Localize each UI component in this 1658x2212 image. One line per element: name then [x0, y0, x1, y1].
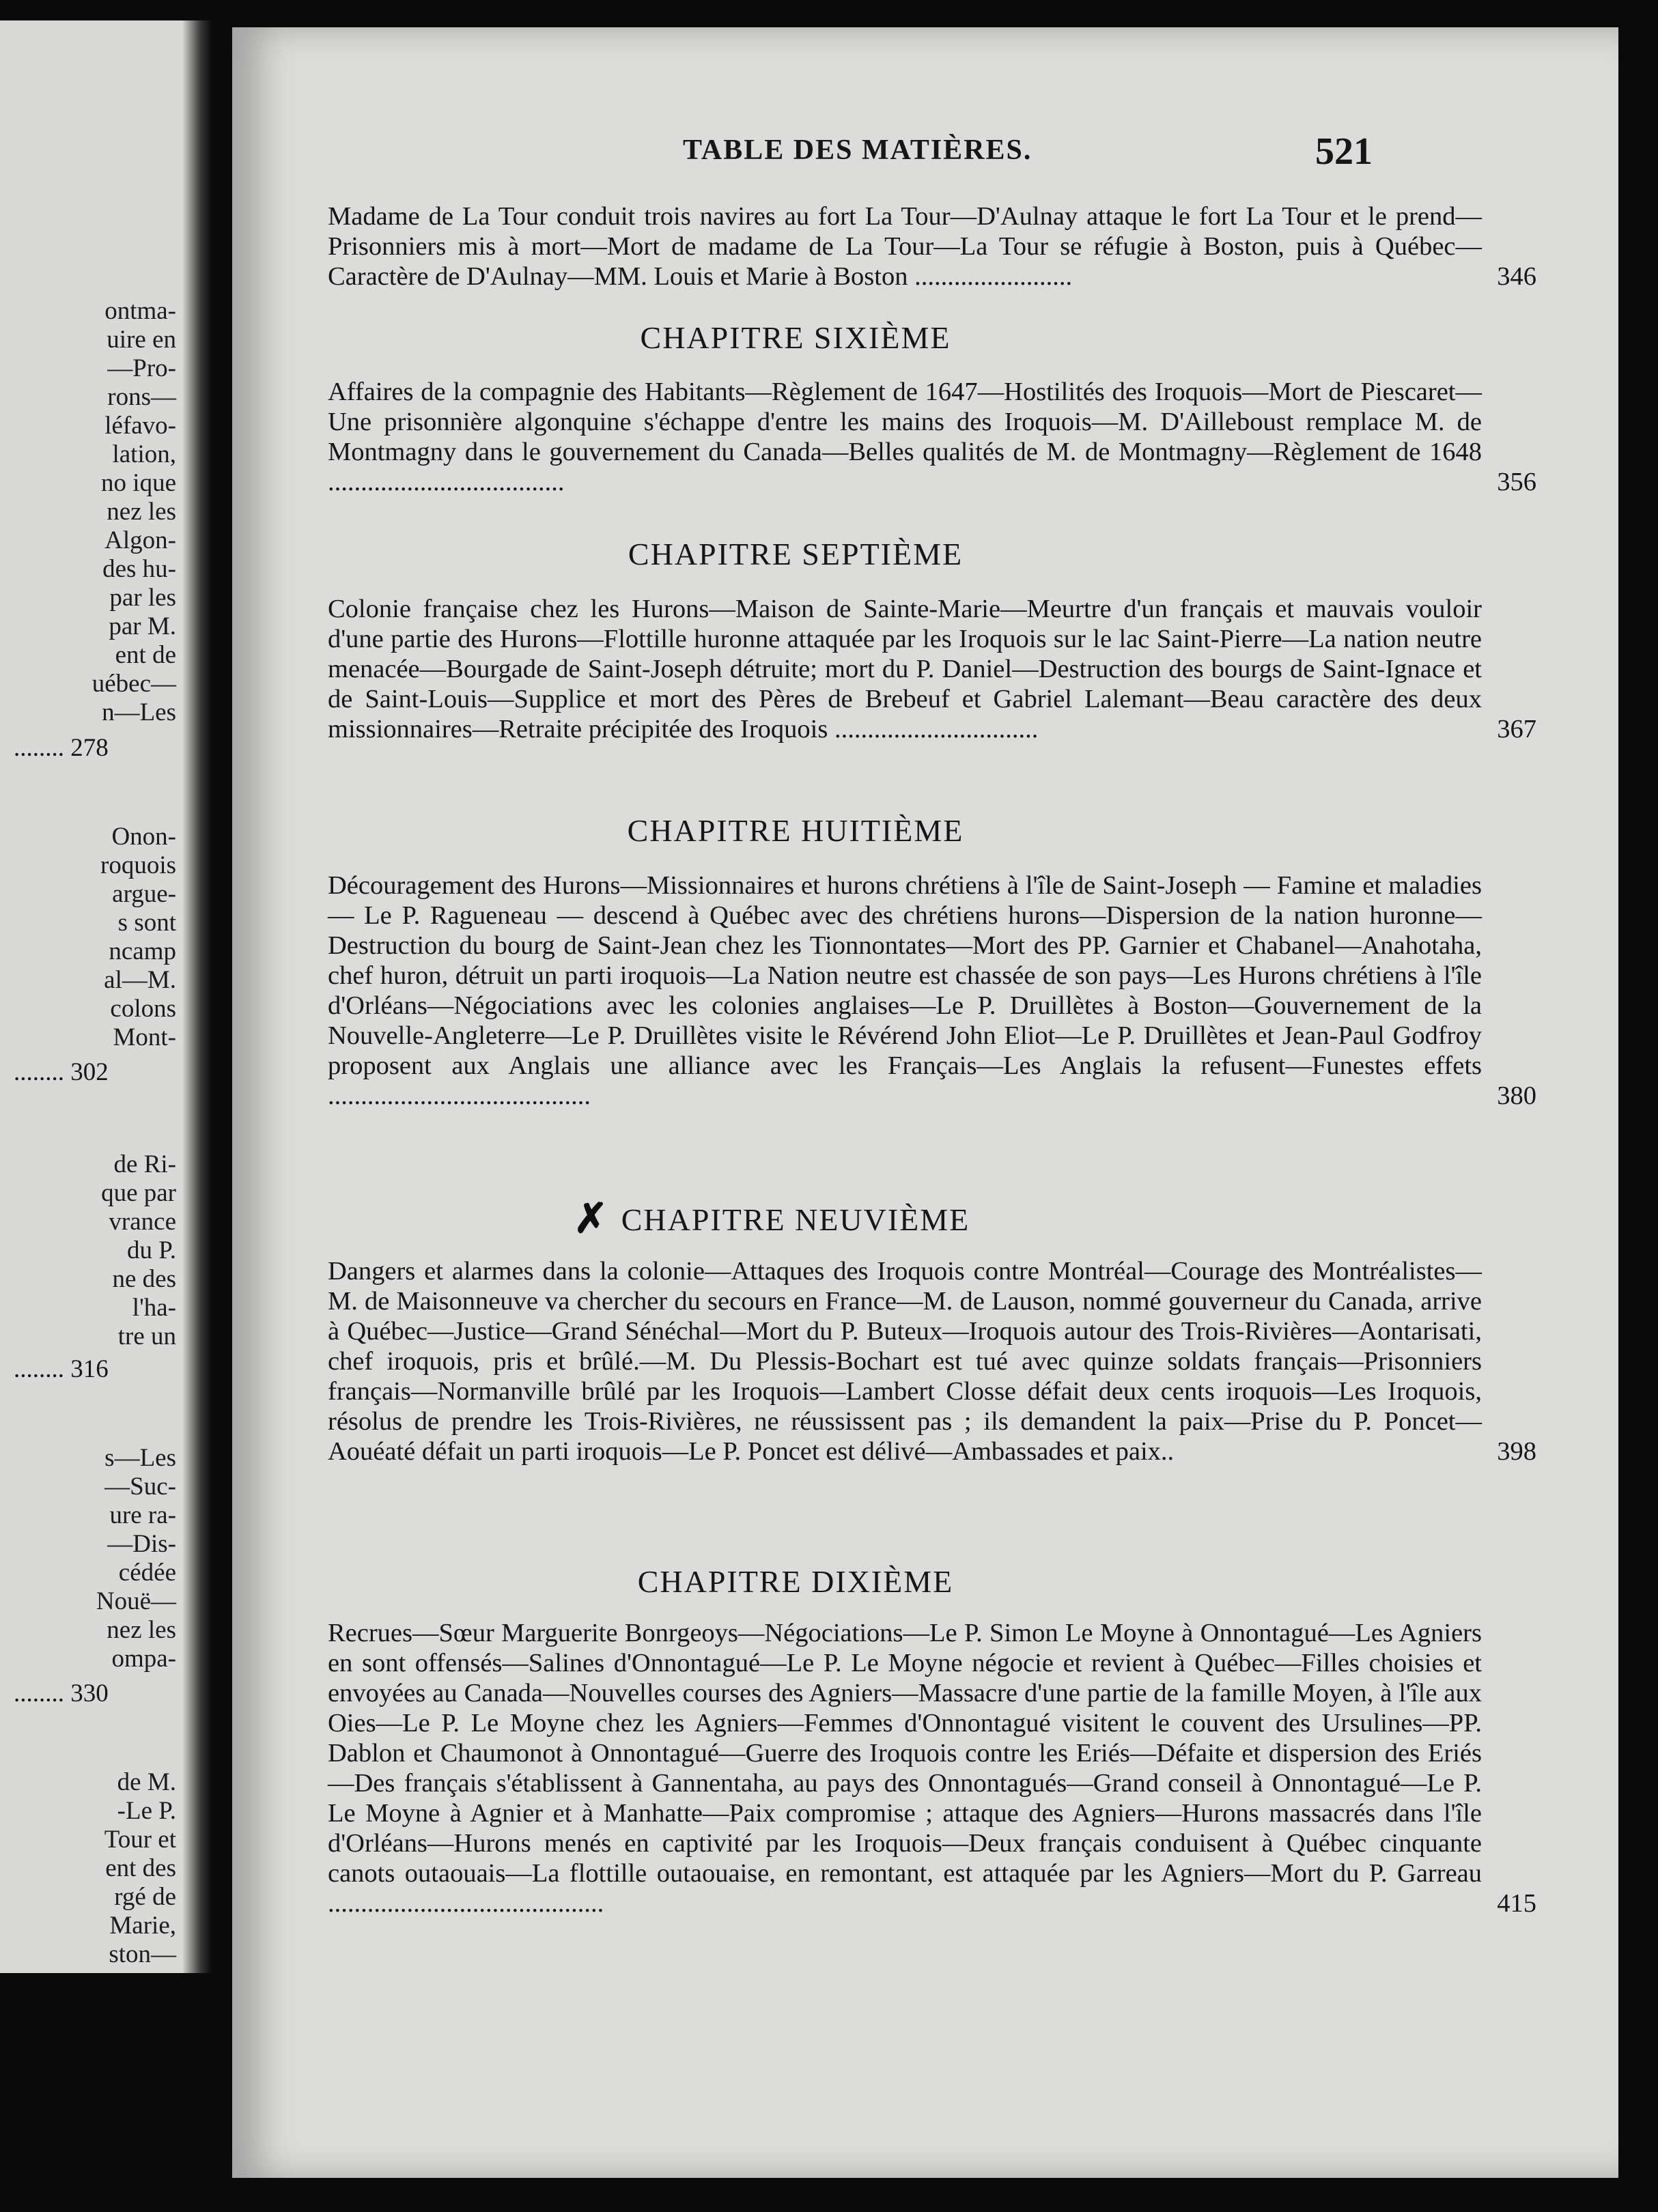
- dot-leader: ....................................: [328, 468, 565, 496]
- left-page-fragment: rons—: [107, 383, 176, 411]
- dot-leader: ...............................: [828, 715, 1039, 743]
- entry-text: Découragement des Hurons—Missionnaires et hurons chrétiens à l'île de Saint-Joseph — Famine et maladies — Le P. Ragueneau — descend à Québec avec des chrétiens hurons—Dispersion de la nation huronne—Destruction du bourg de Saint-Jean chez les Tionnontates—Mort des PP. Garnier et Chabanel—Anahotaha, chef huron, détruit un parti iroquois—La Nation neutre est chassée de son pays—Les Hurons chrétiens à l'île d'Orléans—Négociations avec les colonies anglaises—Le P. Druillètes à Boston—Gouvernement de la Nouvelle-Angleterre—Le P. Druillètes visite le Révérend John Eliot—Le P. Druillètes et Jean-Paul Godfroy proposent aux Anglais une alliance avec les Français—Les Anglais la refusent—Funestes effets: [328, 871, 1482, 1080]
- entry-text: Recrues—Sœur Marguerite Bonrgeoys—Négociations—Le P. Simon Le Moyne à Onnontagué—Les Agniers en sont offensés—Salines d'Onnontagué—Le P. Le Moyne négocie et revient à Québec—Filles choisies et envoyées au Canada—Nouvelles courses des Agniers—Massacre d'une partie de la famille Moyen, à l'île aux Oies—Le P. Le Moyne chez les Agniers—Femmes d'Onnontagué visitent le couvent des Ursulines—PP. Dablon et Chaumonot à Onnontagué—Guerre des Iroquois contre les Eriés—Défaite et dispersion des Eriés—Des français s'établissent à Gannentaha, au pays des Onnontagués—Grand conseil à Onnontagué—Le P. Le Moyne à Agnier et à Manhatte—Paix compromise ; attaque des Agniers—Hurons massacrés dans l'île d'Orléans—Hurons menés en captivité par les Iroquois—Deux français conduisent à Québec cinquante canots outaouais—La flottille outaouaise, en remontant, est attaquée par les Agniers—Mort du P. Garreau: [328, 1619, 1482, 1888]
- left-page-fragment: ent des: [105, 1854, 176, 1882]
- left-page-fragment: ompa-: [111, 1645, 176, 1673]
- left-page-fragment: ston—: [109, 1940, 176, 1968]
- toc-entry-sixieme: [328, 377, 1536, 497]
- left-page-fragment: Tour et: [104, 1826, 176, 1854]
- left-page-fragment: de Ri-: [113, 1150, 176, 1178]
- left-page-fragment: s sont: [117, 909, 176, 937]
- left-page-fragment: —Suc-: [104, 1473, 176, 1501]
- chapter-heading: CHAPITRE SIXIÈME: [640, 320, 951, 355]
- dot-leader: ..........................................: [328, 1889, 604, 1918]
- chapter-heading: CHAPITRE HUITIÈME: [627, 813, 964, 848]
- entry-text: Dangers et alarmes dans la colonie—Attaques des Iroquois contre Montréal—Courage des Montréalistes—M. de Maisonneuve va chercher du secours en France—M. de Lauson, nommé gouverneur du Canada, arrive à Québec—Justice—Grand Sénéchal—Mort du P. Buteux—Iroquois autour des Trois-Rivières—Aontarisati, chef iroquois, pris et brûlé.—M. Du Plessis-Bochart est tué avec quinze soldats français—Prisonniers français—Normanville brûlé par les Iroquois—Lambert Closse défait deux cents iroquois—Les Iroquois, résolus de prendre les Trois-Rivières, ne réussissent pas ; ils demandent la paix—Prise du P. Poncet—Aouéaté défait un parti iroquois—Le P. Poncet est délivé—Ambassades et paix..: [328, 1257, 1482, 1466]
- left-page-fragment: —Pro-: [107, 354, 176, 382]
- entry-text: Madame de La Tour conduit trois navires au fort La Tour—D'Aulnay attaque le fort La Tour et le prend—Prisonniers mis à mort—Mort de madame de La Tour—La Tour se réfugie à Boston, puis à Québec—Caractère de D'Aulnay—MM. Louis et Marie à Boston: [328, 202, 1482, 291]
- toc-entry-neuvieme: [328, 1256, 1536, 1466]
- left-page-fragment: que par: [101, 1179, 176, 1207]
- left-page-fragment: ncamp: [109, 937, 176, 965]
- left-page-fragment: ure ra-: [109, 1501, 176, 1529]
- entry-page-ref: 346: [1497, 262, 1536, 291]
- left-page-number: ........ 302: [14, 1058, 109, 1086]
- left-page-fragment: par les: [109, 584, 176, 612]
- toc-entry-huitieme: [328, 870, 1536, 1111]
- left-page-fragment: —Dis-: [107, 1530, 176, 1558]
- left-page-fragment: ent de: [115, 641, 176, 669]
- page-header: [232, 130, 1618, 171]
- left-page-fragment: ontma-: [104, 297, 176, 325]
- book-gutter: [183, 20, 212, 1973]
- left-page-fragment: uébec—: [92, 670, 176, 698]
- left-page-fragment: Algon-: [104, 526, 176, 554]
- entry-page-ref: 356: [1497, 468, 1536, 496]
- dot-leader: ........................................: [328, 1081, 591, 1110]
- left-page-fragment: uire en: [107, 326, 176, 354]
- left-page-fragment: par M.: [109, 612, 176, 640]
- entry-page-ref: 367: [1497, 715, 1536, 743]
- left-page-fragment: Onon-: [111, 823, 176, 851]
- entry-page-ref: 415: [1497, 1889, 1536, 1918]
- left-page-fragment: nez les: [107, 498, 176, 526]
- left-page-fragment: ne des: [112, 1265, 176, 1293]
- left-page-fragment: du P.: [127, 1236, 176, 1264]
- toc-entry-intro: [328, 201, 1536, 292]
- entry-text: Affaires de la compagnie des Habitants—Règlement de 1647—Hostilités des Iroquois—Mort de Piescaret—Une prisonnière algonquine s'échappe d'entre les mains des Iroquois—M. D'Ailleboust remplace M. de Montmagny dans le gouvernement du Canada—Belles qualités de M. de Montmagny—Règlement de 1648: [328, 378, 1482, 466]
- left-page-fragment: de M.: [117, 1768, 176, 1796]
- left-page-fragment: argue-: [112, 880, 176, 908]
- toc-entry-dixieme: [328, 1618, 1536, 1918]
- chapter-heading: CHAPITRE NEUVIÈME: [621, 1202, 970, 1237]
- left-page-fragment: -Le P.: [117, 1797, 176, 1825]
- left-page-number: ........ 278: [14, 734, 109, 762]
- pencil-mark: ✗: [574, 1196, 608, 1241]
- dot-leader: ........................: [908, 262, 1073, 291]
- entry-page-ref: 398: [1497, 1437, 1536, 1466]
- left-page-fragment: s—Les: [104, 1444, 176, 1472]
- left-page-fragment: tre un: [117, 1322, 176, 1350]
- page-number: 521: [1315, 130, 1373, 173]
- left-page-fragment: des hu-: [102, 555, 176, 583]
- entry-page-ref: 380: [1497, 1081, 1536, 1110]
- chapter-heading: CHAPITRE DIXIÈME: [637, 1564, 954, 1599]
- left-page-fragment: n—Les: [102, 698, 176, 726]
- left-page-fragment: nez les: [107, 1616, 176, 1644]
- left-page-fragment: cédée: [118, 1559, 176, 1587]
- right-page: [232, 27, 1618, 2178]
- left-page-fragment: colons: [110, 995, 176, 1023]
- running-title: TABLE DES MATIÈRES.: [683, 134, 1032, 166]
- left-page-number: ........ 316: [14, 1355, 109, 1383]
- left-page-fragment: vrance: [109, 1208, 176, 1236]
- entry-text: Colonie française chez les Hurons—Maison de Sainte-Marie—Meurtre d'un français et mauvais vouloir d'une partie des Hurons—Flottille huronne attaquée par les Iroquois sur le lac Saint-Pierre—La nation neutre menacée—Bourgade de Saint-Joseph détruite; mort du P. Daniel—Destruction des bourgs de Saint-Ignace et de Saint-Louis—Supplice et mort des Pères de Brebeuf et Gabriel Lalemant—Beau caractère des deux missionnaires—Retraite précipitée des Iroquois: [328, 595, 1482, 743]
- left-page-fragment: léfavo-: [104, 412, 176, 440]
- left-page-fragment: no ique: [101, 469, 176, 497]
- left-page-fragment: lation,: [112, 440, 176, 468]
- left-page-fragment: roquois: [100, 851, 176, 879]
- chapter-heading: CHAPITRE SEPTIÈME: [628, 537, 964, 571]
- toc-entry-septieme: [328, 594, 1536, 744]
- left-page-fragment: Nouë—: [96, 1587, 176, 1615]
- left-page-fragment: al—M.: [104, 966, 176, 994]
- left-page-fragment: rgé de: [114, 1883, 176, 1911]
- left-page-number: ........ 330: [14, 1679, 109, 1707]
- left-page-fragment: Marie,: [109, 1912, 176, 1940]
- left-page-fragment: Mont-: [113, 1023, 176, 1051]
- left-page-fragment: l'ha-: [132, 1294, 176, 1322]
